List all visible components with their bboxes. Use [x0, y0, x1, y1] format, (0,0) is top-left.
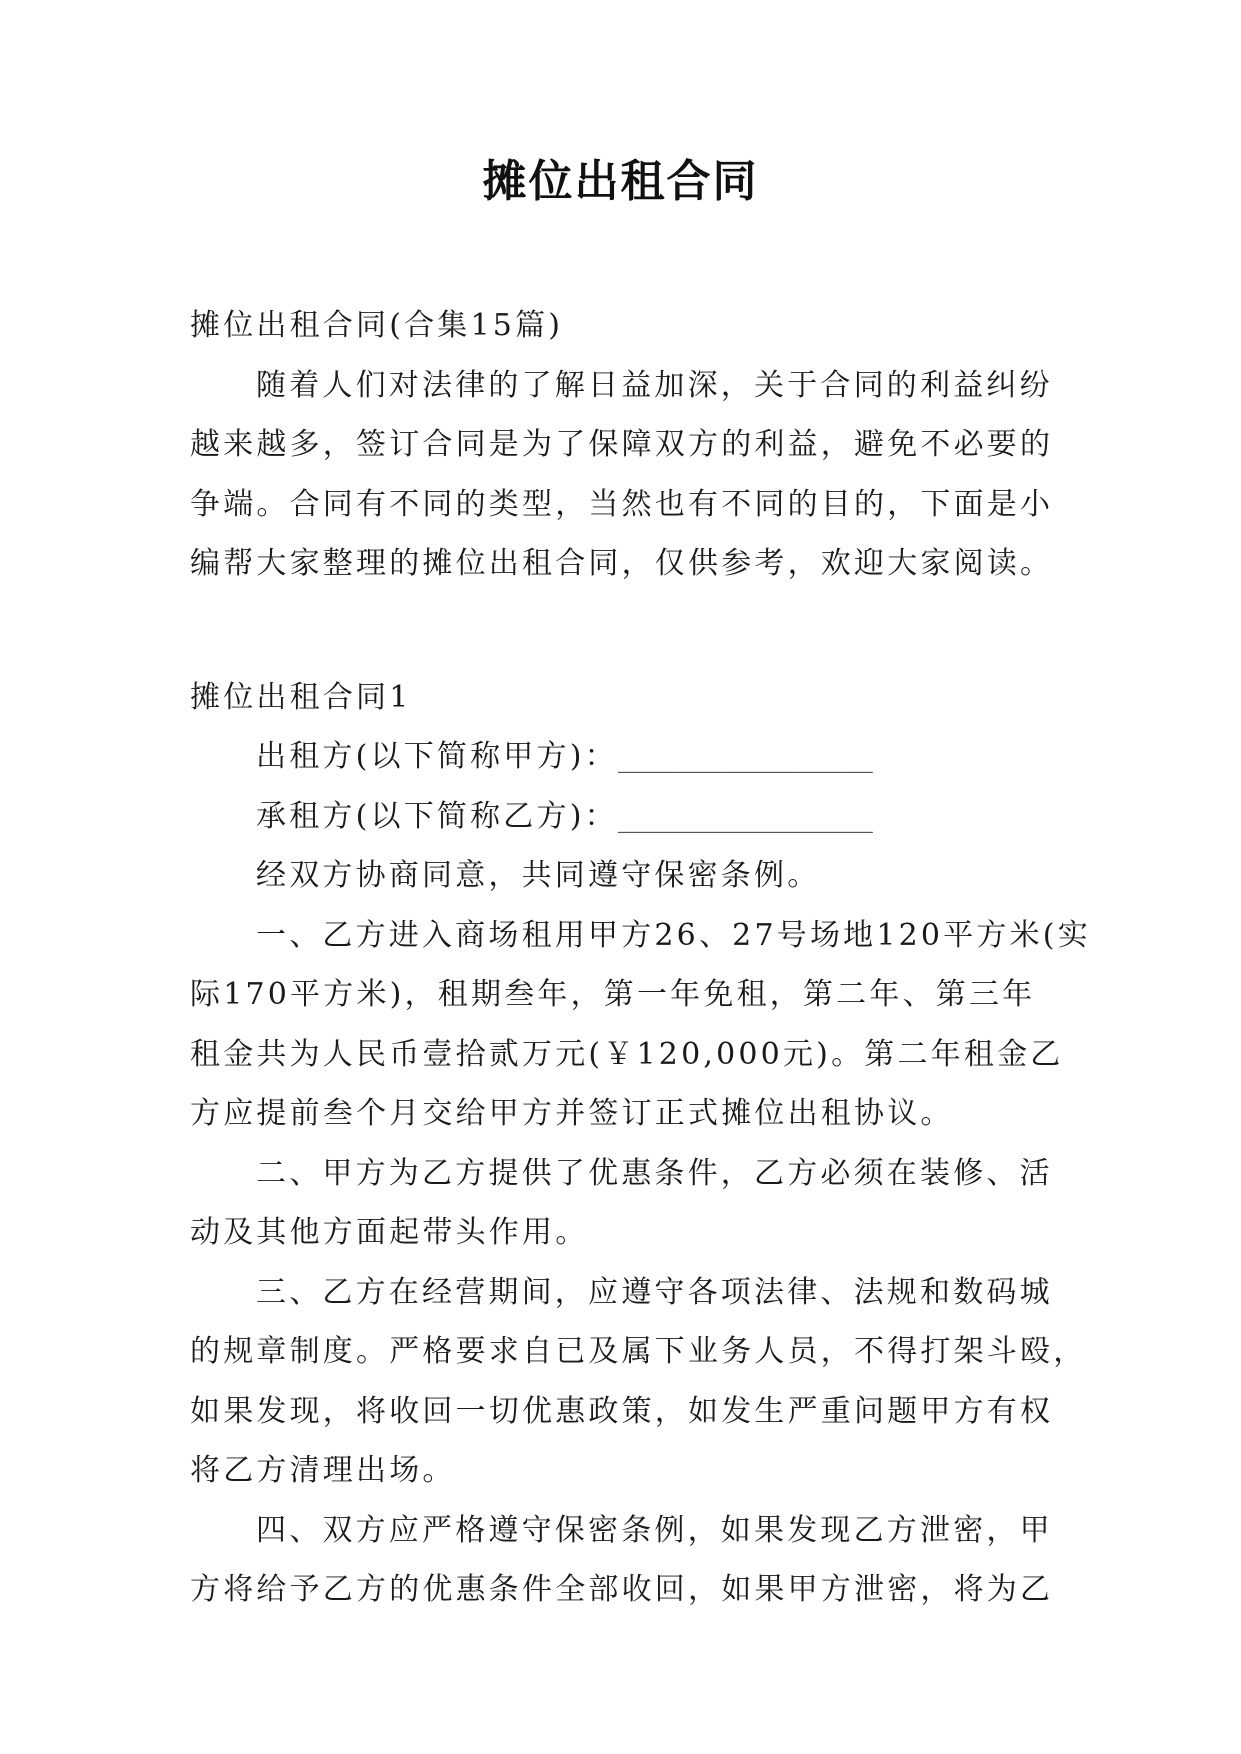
clause-line: 如果发现，将收回一切优惠政策，如发生严重问题甲方有权 [190, 1393, 1054, 1429]
contract-heading: 摊位出租合同1 [190, 679, 412, 715]
lessee-line [190, 787, 1052, 847]
clause-4 [190, 1501, 1052, 1620]
intro-line: 争端。合同有不同的类型，当然也有不同的目的，下面是小 [190, 486, 1054, 522]
lessee-blank: _________________ [617, 798, 873, 834]
intro-paragraph [190, 356, 1052, 594]
intro-line: 编帮大家整理的摊位出租合同，仅供参考，欢迎大家阅读。 [190, 546, 1054, 581]
clause-line: 将乙方清理出场。 [190, 1453, 456, 1488]
lessor-label: 出租方(以下简称甲方)： [256, 739, 618, 774]
clause-line: 的规章制度。严格要求自已及属下业务人员，不得打架斗殴， [190, 1334, 1087, 1369]
lessor-blank: _________________ [617, 739, 873, 774]
clause-line: 租金共为人民币壹拾贰万元(￥120,000元)。第二年租金乙 [190, 1036, 1064, 1072]
collection-subtitle: 摊位出租合同(合集15篇) [190, 308, 564, 343]
section-gap [190, 594, 1052, 668]
clause-2 [190, 1144, 1052, 1263]
clause-1 [190, 906, 1091, 1144]
clause-line: 三、乙方在经营期间，应遵守各项法律、法规和数码城 [256, 1274, 1053, 1310]
lessee-label: 承租方(以下简称乙方)： [256, 798, 618, 834]
clause-line: 动及其他方面起带头作用。 [190, 1215, 589, 1250]
clause-line: 二、甲方为乙方提供了优惠条件，乙方必须在装修、活 [256, 1155, 1053, 1191]
clause-3 [190, 1263, 1087, 1501]
intro-line: 随着人们对法律的了解日益加深，关于合同的利益纠纷 [256, 367, 1053, 403]
intro-line: 越来越多，签订合同是为了保障双方的利益，避免不必要的 [190, 427, 1054, 462]
clause-line: 方应提前叁个月交给甲方并签订正式摊位出租协议。 [190, 1096, 954, 1131]
clause-line: 一、乙方进入商场租用甲方26、27号场地120平方米(实 [256, 917, 1091, 953]
clause-line: 际170平方米)，租期叁年，第一年免租，第二年、第三年 [190, 977, 1036, 1012]
clause-line: 方将给予乙方的优惠条件全部收回，如果甲方泄密，将为乙 [190, 1572, 1054, 1607]
clause-line: 四、双方应严格遵守保密条例，如果发现乙方泄密，甲 [256, 1512, 1053, 1548]
document-body [190, 296, 1091, 1620]
agreement-line: 经双方协商同意，共同遵守保密条例。 [256, 858, 821, 893]
lessor-line [190, 727, 1052, 787]
document-title: 摊位出租合同 [482, 156, 759, 207]
